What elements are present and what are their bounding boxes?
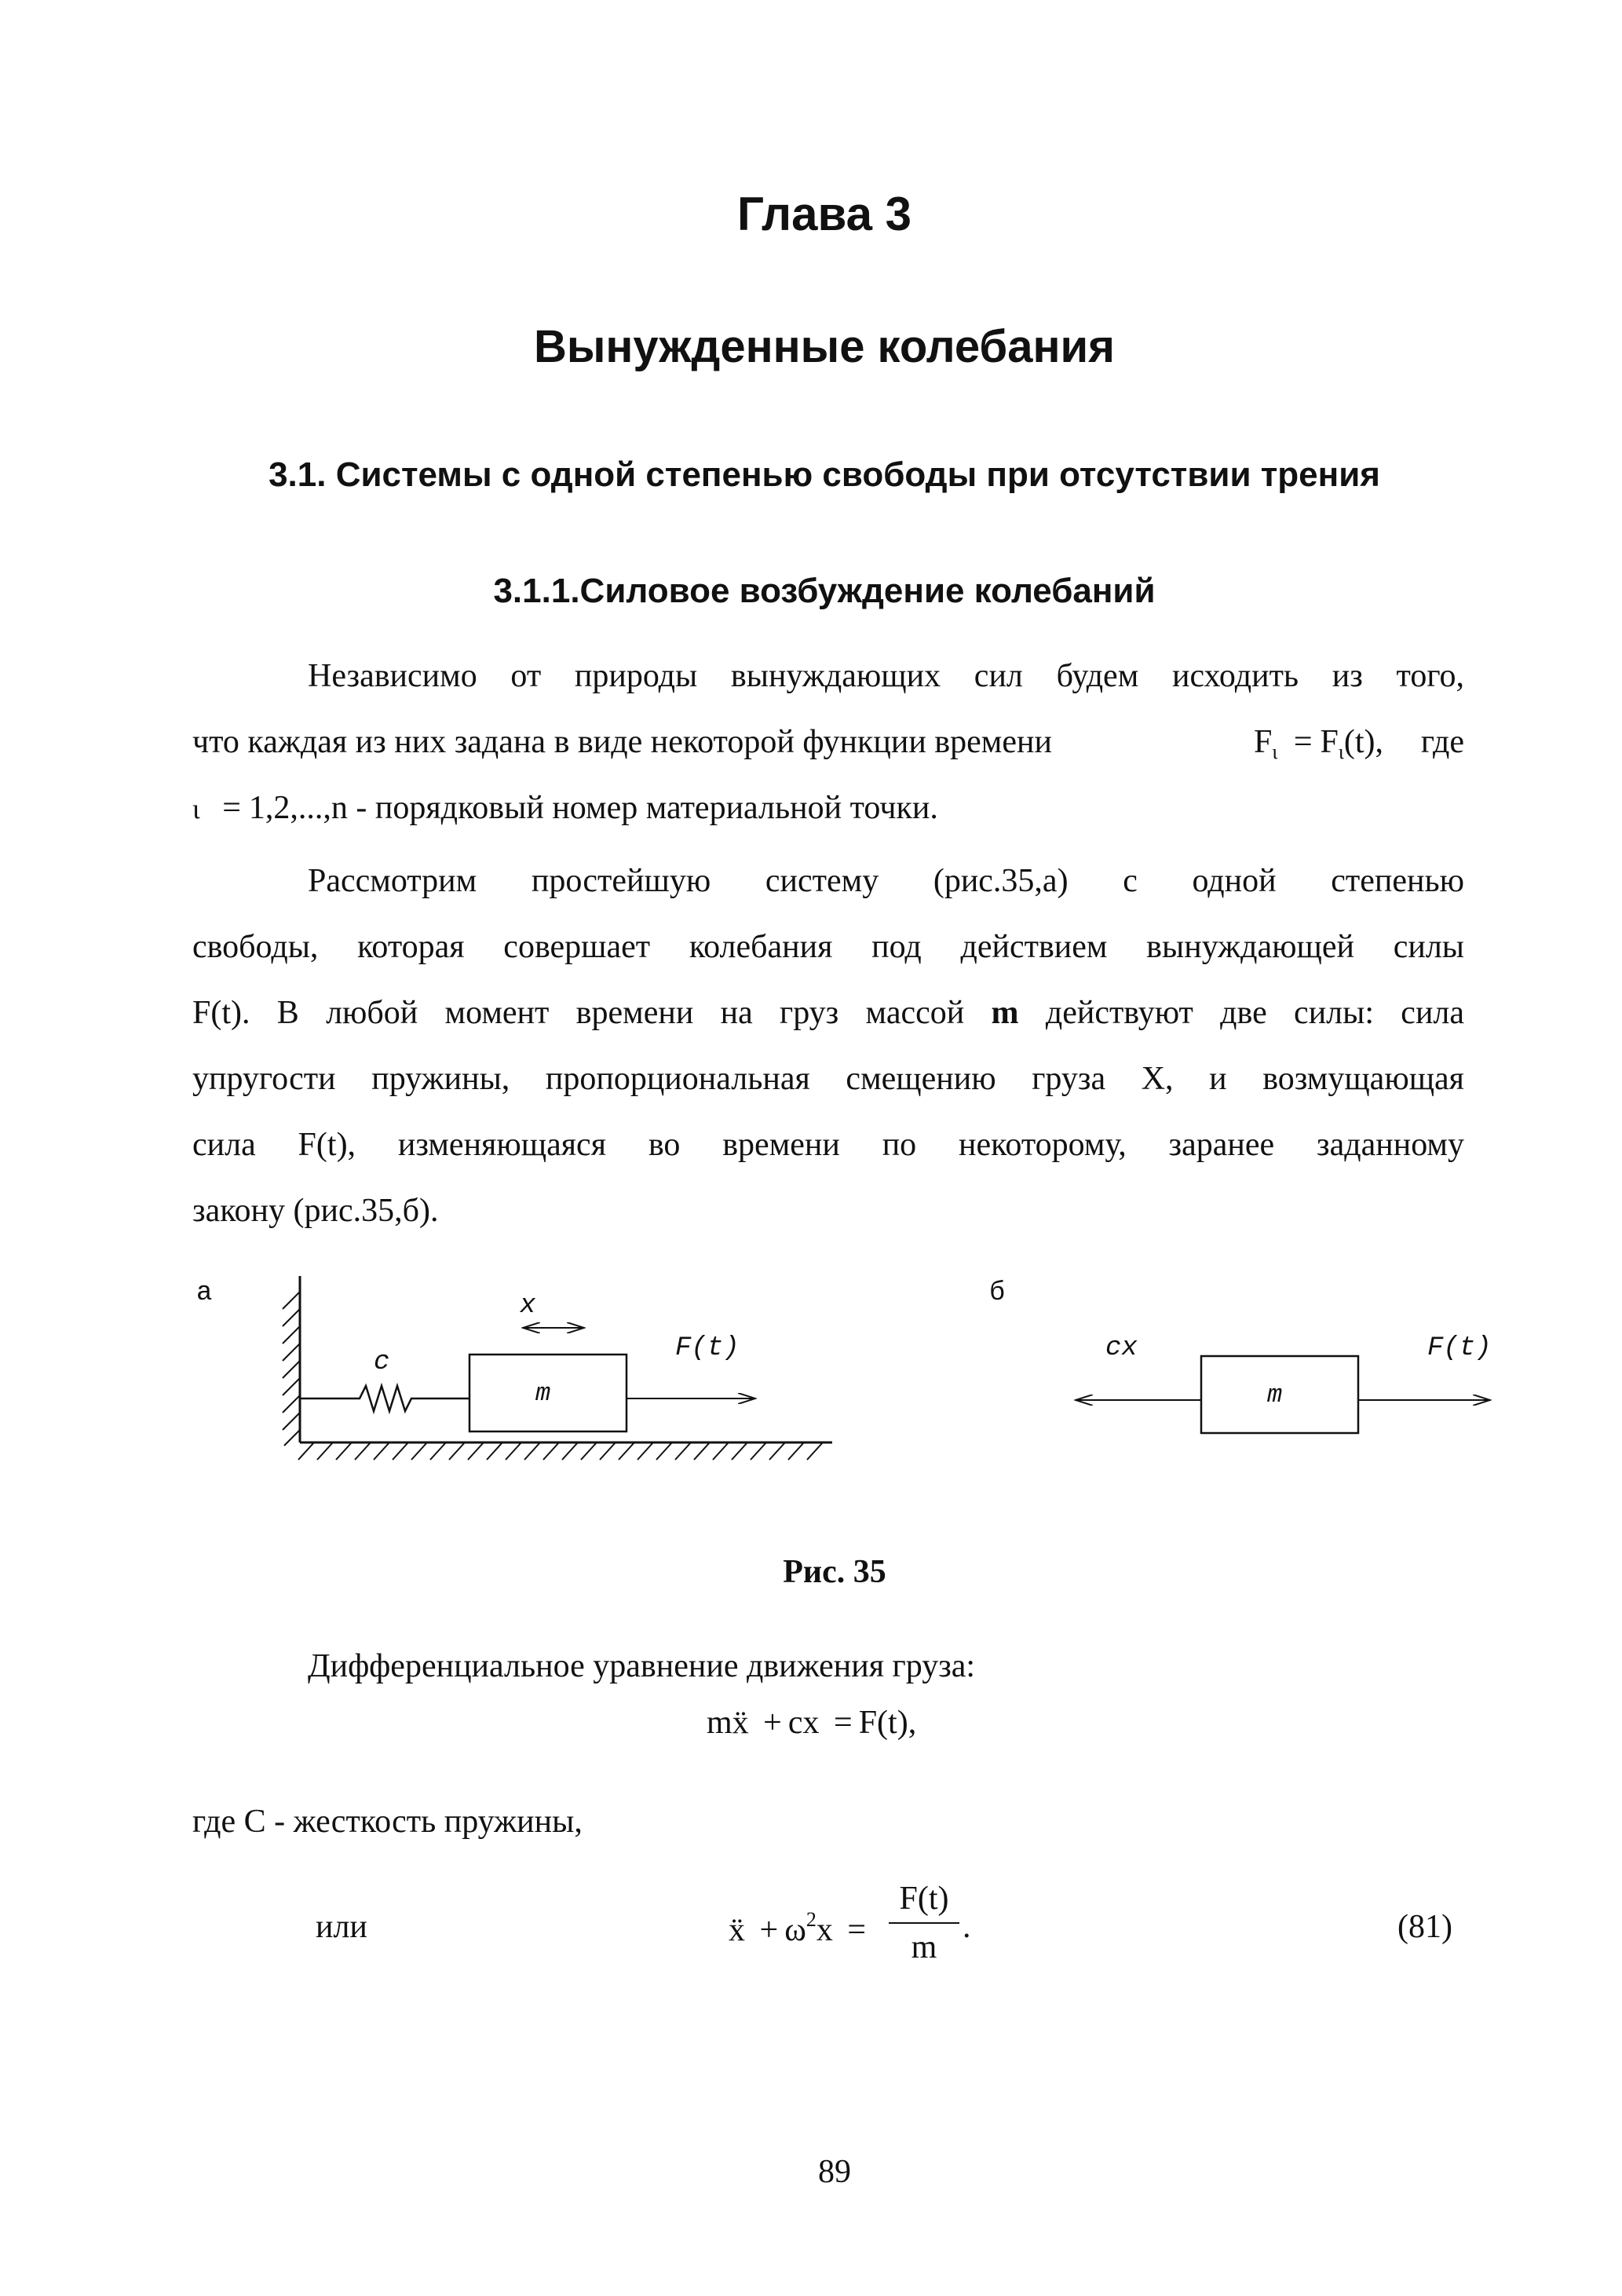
figure-b-free-body	[974, 1260, 1523, 1449]
page-number: 89	[818, 2154, 851, 2190]
figure-a-label: а	[196, 1278, 213, 1308]
para2-line5: сила F(t), изменяющаяся во времени по некоторому, заранее заданному	[192, 1127, 1464, 1163]
equation-81-number: (81)	[1397, 1909, 1452, 1945]
subsection-heading: 3.1.1.Силовое возбуждение колебаний	[493, 572, 1156, 610]
floor-hatching	[298, 1442, 823, 1460]
para1-line1: Независимо от природы вынуждающих сил будем исходить из того,	[308, 658, 1464, 694]
spring-label: c	[374, 1347, 390, 1377]
para1-line2-text: что каждая из них задана в виде некоторой функции времени	[192, 724, 1052, 760]
spring	[300, 1386, 469, 1411]
spring-force-label: cx	[1105, 1333, 1138, 1363]
equation-81-lhs: ẍ + $\omega^2x$ =	[729, 1908, 867, 1948]
para1-formula-F: $F_\iota = F_\iota(t)$,	[1254, 724, 1384, 763]
para2-line1: Рассмотрим простейшую систему (рис.35,а) с одной степенью	[308, 863, 1464, 899]
equation-81-prefix: или	[316, 1909, 367, 1945]
figure-b-label: б	[989, 1278, 1006, 1308]
chapter-title: Вынужденные колебания	[533, 321, 1115, 372]
mass-label-a: m	[535, 1379, 551, 1408]
equation-motion: mẍ + cx = F(t),	[707, 1705, 917, 1741]
para1-line3: ι = 1,2,...,n - порядковый номер материальной точки.	[192, 790, 938, 826]
wall-hatching	[283, 1292, 300, 1446]
para2-line2: свободы, которая совершает колебания под действием вынуждающей силы	[192, 929, 1464, 965]
equation-81-fraction: F(t) m	[889, 1878, 959, 1968]
mass-label-b: m	[1267, 1380, 1283, 1409]
para1-line2	[192, 709, 1464, 775]
figure-a-spring-mass	[181, 1260, 871, 1464]
para1-line2-end: где	[1420, 724, 1464, 760]
figure-caption: Рис. 35	[783, 1554, 886, 1590]
para2-line3: F(t). В любой момент времени на груз массой m действуют две силы: сила	[192, 995, 1465, 1031]
force-label-b: F(t)	[1427, 1333, 1492, 1363]
para4: где С - жесткость пружины,	[192, 1804, 583, 1840]
para2-line4: упругости пружины, пропорциональная смещению груза X, и возмущающая	[192, 1061, 1464, 1097]
section-heading: 3.1. Системы с одной степенью свободы при отсутствии трения	[269, 455, 1380, 494]
para3: Дифференциальное уравнение движения груза:	[308, 1648, 976, 1684]
para2-line6: закону (рис.35,б).	[192, 1193, 439, 1229]
chapter-heading: Глава 3	[736, 188, 911, 240]
force-label-a: F(t)	[675, 1333, 740, 1363]
equation-81-dot: .	[963, 1909, 971, 1945]
displacement-label: x	[520, 1291, 536, 1321]
